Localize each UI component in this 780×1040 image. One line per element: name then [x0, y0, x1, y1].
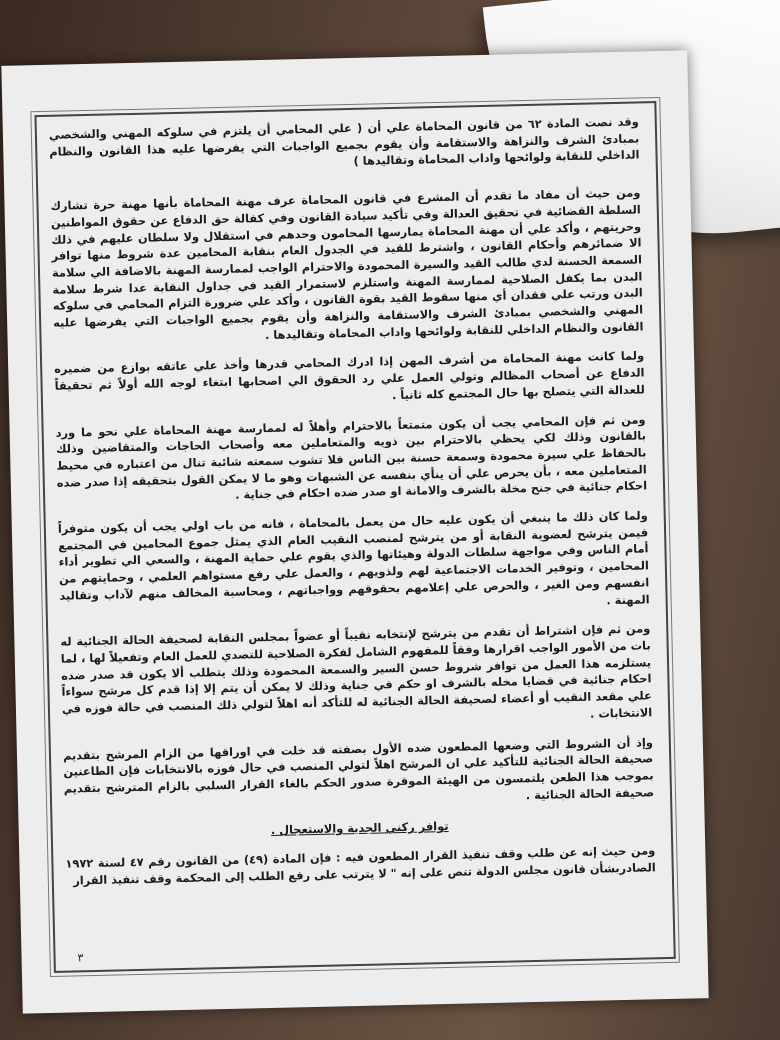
document-page — [1, 50, 708, 1013]
paragraph-criminal-record: ومن ثم فإن اشتراط أن تقدم من يترشح لإنتخابه نقيباً أو عضواً بمجلس النقابة لصحيفة الحالة الجنائية له بات من الأمور الواجب اقرارها وفقاً للمفهوم الشامل لفكرة الصلاحية للتصدي للعمل العام وتفعيلاً لها ، لما يستلزمه هذا العمل من توافر شروط حسن السير والسمعة المحمودة وذلك يتطلب ألا يكون قد صدر ضده احكام جنائية في قضايا مخله بالشرف او حكم في جناية وذلك لا يمكن أن يتم إلا إذا قدم كل مرشح سواءاً علي مقعد النقيب أو أعضاء لصحيفة الحالة الجنائية له للتأكد أنه اهلاً لتولي ذلك المنصب في حالة فوزه في الانتخابات . — [60, 621, 653, 721]
paragraph-appeal-request: وإذ أن الشروط التي وضعها المطعون ضده الأول بصفته قد خلت في اوراقها من الزام المرشح بتقديم صحيفة الحالة الجنائية للتأكيد علي ان المرشح اهلاً لتولي المنصب في حال فوزه بالانتخابات فإن الطاعنين بموجب هذا الطعن يلتمسون من الهيئة الموقرة صدور الحكم بالغاء القرار السلبي بالزام المترشح بتقديم صحيفة الحالة الجنائية . — [62, 734, 655, 802]
paragraph-article-62: وقد نصت المادة ٦٢ من قانون المحاماة علي أن ( علي المحامي أن يلتزم في سلوكه المهني والشخصي بمبادئ الشرف والنزاهة والاستقامة وأن يقوم بجميع الواجبات التي يفرضها عليه هذا القانون والنظام الداخلي للنقابة ولوائحها واداب المحاماة وتقاليدها ) — [48, 114, 640, 169]
paragraph-suspension-request: ومن حيث إنه عن طلب وقف تنفيذ القرار المطعون فيه : فإن المادة (٤٩) من القانون رقم ٤٧ لسنة ١٩٧٢ الصادربشأن قانون مجلس الدولة تنص على إنه " لا يترتب على رفع الطلب إلى المحكمة وقف تنفيذ القرار — [65, 843, 656, 888]
paragraph-candidate-requirements: ولما كان ذلك ما ينبغي أن يكون عليه حال من يعمل بالمحاماة ، فانه من باب اولي يجب أن يكون متوفراً فيمن يترشح لعضوية النقابة أو من يترشح لمنصب النقيب العام الذي يمثل جموع المحامين في المجتمع أمام الناس وفي مواجهة سلطات الدولة وهيئاتها والذي يقوم علي حماية المهنة ، والسعي الي تطوير أداء المحامين ، وتوفير الخدمات الاجتماعية لهم ولذويهم ، والعمل علي رفع مستواهم العلمي ، وحمايتهم من انفسهم ومن الغير ، والحرص علي إعلامهم بحقوقهم وواجباتهم ، ومحاسبة المخالف منهم لآداب وتقاليد المهنة . — [57, 508, 650, 607]
page-number: ٣ — [77, 951, 84, 965]
section-heading: توافر ركني الجدية والاستعجال . — [270, 819, 449, 838]
paragraph-law-definition: ومن حيث أن مفاد ما تقدم أن المشرع في قانون المحاماة عرف مهنة المحاماة بأنها مهنة حرة تشارك السلطة القضائية في تحقيق العدالة وفي تأكيد سيادة القانون وفي كفالة حق الدفاع عن حقوق المواطنين وحريتهم ، وأكد علي أن مهنة المحاماة يمارسها المحامون وحدهم في استقلال ولا سلطان عليهم في ذلك الا ضمائرهم وأحكام القانون ، واشترط للقيد في الجدول العام بنقابة المحامين عدة شروط منها توافر السمعة الحسنة لدي طالب القيد والسيرة المحمودة والاحترام الواجب لممارسة المهنة بالاضافة الي سلامة البدن بما يكفل الصلاحية لممارسة المهنة واستلزم لاستمرار القيد في جداول النقابة عدا شرط سلامة البدن ورتب علي فقدان أي منها سقوط القيد بقوة القانون ، وأكد علي ضرورة التزام المحامي في سلوكه المهني والشخصي بمبادئ الشرف والاستقامة والنزاهة وأن يقوم بجميع الواجبات التي يفرضها عليه القانون والنظام الداخلي للنقابة ولوائحها واداب المحاماة وتقاليدها . — [50, 185, 644, 342]
document-body — [48, 113, 658, 965]
paragraph-noble-profession: ولما كانت مهنة المحاماة من أشرف المهن إذا ادرك المحامي قدرها وأخذ علي عاتقه بوازع من ضميره الدفاع عن أصحاب المظالم وتولي العمل علي رد الحقوق الي اصحابها ابتغاء لوجه الله أولاً ثم تحقيقاً للعدالة التي يتصلح بها حال المجتمع كله ثانياً . — [54, 348, 645, 402]
paragraph-lawyer-respect: ومن ثم فإن المحامي يجب أن يكون متمتعاً بالاحترام وأهلاً له لممارسة مهنة المحاماة علي نحو ما ورد بالقانون وذلك لكي يحظي بالاحترام بين ذويه والمتعاملين معه وأصحاب الحاجات والمتقاضين وذلك بالحفاظ علي سيرة محمودة وسمعة حسنة بين الناس فلا تشوب سمعته شائبة تنال من اعتباره في محيط المتعاملين معه ، بأن يحرص علي أن ينأي بنفسه عن الشبهات وهو ما لا يمكن القول بتحقيقه إذا صدر ضده احكام جنائية في جنح مخلة بالشرف والامانة او صدر ضده احكام في جناية . — [55, 411, 648, 503]
